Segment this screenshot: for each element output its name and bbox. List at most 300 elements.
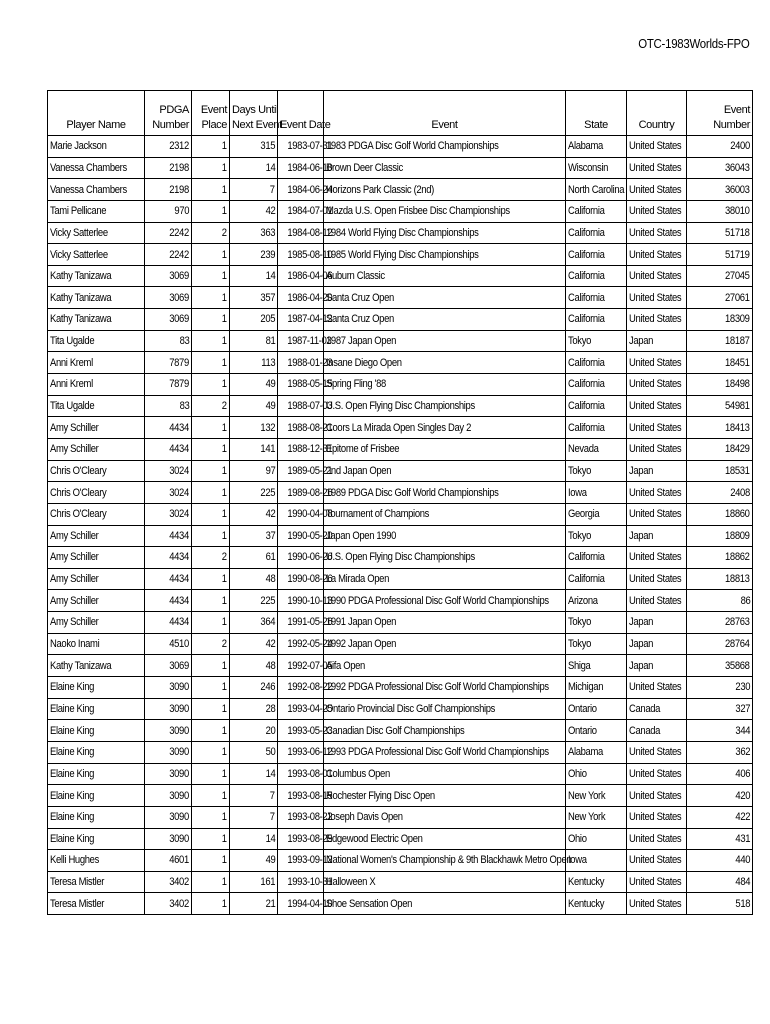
cell-event-number: 406 [687,763,753,785]
cell-days-until: 61 [230,547,278,569]
cell-state: California [566,352,627,374]
cell-event-place: 1 [192,309,230,331]
cell-event-place: 1 [192,763,230,785]
cell-event-number: 18809 [687,525,753,547]
cell-state: Arizona [566,590,627,612]
header-event-date: Event Date [278,91,324,136]
cell-player-name: Amy Schiller [48,612,145,634]
table-row [48,417,753,439]
cell-event-date: 1992-07-05 [278,655,324,677]
header-pdga-number: PDGA Number [145,91,192,136]
cell-event-name: Epitome of Frisbee [324,438,566,460]
cell-pdga-number: 4434 [145,417,192,439]
cell-pdga-number: 2312 [145,136,192,158]
cell-country: United States [627,200,687,222]
cell-days-until: 14 [230,828,278,850]
cell-event-name: Santa Cruz Open [324,287,566,309]
cell-event-place: 1 [192,179,230,201]
header-event-number: Event Number [687,91,753,136]
cell-event-name: Columbus Open [324,763,566,785]
cell-event-number: 18309 [687,309,753,331]
table-row [48,655,753,677]
cell-event-name: 1992 Japan Open [324,633,566,655]
cell-pdga-number: 3090 [145,763,192,785]
cell-state: Ohio [566,828,627,850]
cell-event-number: 420 [687,785,753,807]
cell-days-until: 14 [230,763,278,785]
cell-player-name: Teresa Mistler [48,893,145,915]
cell-event-date: 1987-04-12 [278,309,324,331]
cell-country: United States [627,244,687,266]
cell-player-name: Amy Schiller [48,525,145,547]
cell-pdga-number: 83 [145,330,192,352]
cell-event-date: 1990-10-13 [278,590,324,612]
cell-pdga-number: 4601 [145,850,192,872]
table-row [48,309,753,331]
cell-event-name: Rochester Flying Disc Open [324,785,566,807]
cell-pdga-number: 3090 [145,698,192,720]
header-state: State [566,91,627,136]
cell-country: Japan [627,633,687,655]
cell-state: California [566,417,627,439]
cell-event-date: 1984-07-01 [278,200,324,222]
cell-event-date: 1985-08-10 [278,244,324,266]
cell-pdga-number: 3090 [145,806,192,828]
cell-player-name: Amy Schiller [48,438,145,460]
cell-country: United States [627,785,687,807]
cell-event-number: 230 [687,677,753,699]
cell-country: Japan [627,655,687,677]
cell-event-name: Brown Deer Classic [324,157,566,179]
cell-event-place: 1 [192,503,230,525]
cell-event-name: 2nd Japan Open [324,460,566,482]
table-row [48,265,753,287]
cell-state: Tokyo [566,633,627,655]
cell-state: Shiga [566,655,627,677]
cell-pdga-number: 3090 [145,720,192,742]
cell-event-name: Japan Open 1990 [324,525,566,547]
cell-event-name: U.S. Open Flying Disc Championships [324,395,566,417]
table-row [48,633,753,655]
cell-pdga-number: 3024 [145,482,192,504]
cell-state: Ontario [566,698,627,720]
cell-player-name: Elaine King [48,763,145,785]
cell-country: United States [627,157,687,179]
cell-event-place: 1 [192,374,230,396]
cell-state: Iowa [566,850,627,872]
cell-event-number: 18813 [687,568,753,590]
cell-player-name: Amy Schiller [48,547,145,569]
table-row [48,503,753,525]
cell-state: Alabama [566,136,627,158]
cell-event-number: 18413 [687,417,753,439]
cell-days-until: 37 [230,525,278,547]
cell-event-place: 1 [192,655,230,677]
table-row [48,244,753,266]
cell-player-name: Elaine King [48,785,145,807]
header-country: Country [627,91,687,136]
cell-pdga-number: 3069 [145,309,192,331]
table-row [48,720,753,742]
table-row [48,374,753,396]
cell-country: Japan [627,330,687,352]
cell-country: United States [627,677,687,699]
cell-player-name: Kelli Hughes [48,850,145,872]
cell-days-until: 28 [230,698,278,720]
cell-event-number: 431 [687,828,753,850]
cell-event-place: 1 [192,785,230,807]
cell-event-place: 1 [192,287,230,309]
cell-days-until: 48 [230,568,278,590]
table-row [48,828,753,850]
table-row [48,482,753,504]
cell-pdga-number: 3069 [145,655,192,677]
cell-player-name: Anni Kreml [48,352,145,374]
cell-event-place: 1 [192,417,230,439]
cell-country: United States [627,482,687,504]
cell-days-until: 7 [230,785,278,807]
cell-pdga-number: 3024 [145,460,192,482]
cell-days-until: 20 [230,720,278,742]
cell-state: California [566,287,627,309]
cell-event-number: 51719 [687,244,753,266]
cell-event-place: 1 [192,525,230,547]
cell-state: Alabama [566,741,627,763]
cell-player-name: Vicky Satterlee [48,244,145,266]
header-event: Event [324,91,566,136]
cell-event-name: Shoe Sensation Open [324,893,566,915]
cell-event-date: 1992-05-24 [278,633,324,655]
cell-event-place: 1 [192,893,230,915]
cell-event-date: 1993-09-12 [278,850,324,872]
cell-event-date: 1993-08-15 [278,785,324,807]
cell-state: New York [566,806,627,828]
cell-event-name: Edgewood Electric Open [324,828,566,850]
cell-player-name: Kathy Tanizawa [48,655,145,677]
cell-event-place: 2 [192,395,230,417]
cell-days-until: 315 [230,136,278,158]
cell-state: North Carolina [566,179,627,201]
table-body [48,136,753,915]
cell-pdga-number: 3402 [145,871,192,893]
cell-event-number: 344 [687,720,753,742]
cell-days-until: 141 [230,438,278,460]
cell-event-date: 1989-05-21 [278,460,324,482]
cell-player-name: Vicky Satterlee [48,222,145,244]
cell-country: United States [627,395,687,417]
cell-event-place: 1 [192,741,230,763]
cell-country: United States [627,871,687,893]
cell-pdga-number: 83 [145,395,192,417]
cell-pdga-number: 4434 [145,525,192,547]
table-row [48,222,753,244]
cell-country: United States [627,741,687,763]
cell-event-place: 1 [192,482,230,504]
header-event-place: Event Place [192,91,230,136]
cell-state: Wisconsin [566,157,627,179]
cell-country: United States [627,568,687,590]
cell-days-until: 50 [230,741,278,763]
cell-event-name: 1993 PDGA Professional Disc Golf World Championships [324,741,566,763]
cell-pdga-number: 3069 [145,287,192,309]
cell-event-place: 1 [192,806,230,828]
cell-event-date: 1988-07-03 [278,395,324,417]
cell-pdga-number: 3090 [145,677,192,699]
cell-pdga-number: 4434 [145,568,192,590]
cell-player-name: Amy Schiller [48,417,145,439]
cell-country: Canada [627,720,687,742]
cell-state: Kentucky [566,893,627,915]
cell-pdga-number: 7879 [145,352,192,374]
cell-days-until: 364 [230,612,278,634]
cell-state: California [566,265,627,287]
cell-state: Ohio [566,763,627,785]
cell-pdga-number: 2242 [145,244,192,266]
cell-event-number: 422 [687,806,753,828]
cell-event-name: Tournament of Champions [324,503,566,525]
table-row [48,179,753,201]
cell-event-number: 2400 [687,136,753,158]
cell-player-name: Amy Schiller [48,590,145,612]
table-row [48,893,753,915]
cell-player-name: Naoko Inami [48,633,145,655]
cell-event-number: 35868 [687,655,753,677]
table-row [48,741,753,763]
cell-event-date: 1994-04-10 [278,893,324,915]
cell-event-number: 18860 [687,503,753,525]
cell-event-place: 2 [192,547,230,569]
cell-event-name: 1992 PDGA Professional Disc Golf World Championships [324,677,566,699]
cell-event-place: 1 [192,720,230,742]
cell-event-number: 54981 [687,395,753,417]
table-row [48,871,753,893]
cell-event-name: Ontario Provincial Disc Golf Championships [324,698,566,720]
cell-event-name: National Women's Championship & 9th Blackhawk Metro Open [324,850,566,872]
cell-event-number: 2408 [687,482,753,504]
cell-player-name: Kathy Tanizawa [48,309,145,331]
cell-event-date: 1988-05-15 [278,374,324,396]
cell-days-until: 357 [230,287,278,309]
cell-state: California [566,547,627,569]
cell-event-date: 1990-08-26 [278,568,324,590]
cell-state: Nevada [566,438,627,460]
cell-event-number: 28763 [687,612,753,634]
cell-days-until: 225 [230,590,278,612]
cell-state: Tokyo [566,460,627,482]
table-row [48,763,753,785]
cell-event-name: Joseph Davis Open [324,806,566,828]
cell-days-until: 42 [230,200,278,222]
cell-country: United States [627,179,687,201]
cell-player-name: Tita Ugalde [48,330,145,352]
cell-event-place: 1 [192,828,230,850]
cell-event-number: 518 [687,893,753,915]
cell-country: Japan [627,525,687,547]
table-row [48,612,753,634]
cell-state: California [566,568,627,590]
cell-player-name: Kathy Tanizawa [48,287,145,309]
cell-state: California [566,374,627,396]
cell-event-date: 1991-05-26 [278,612,324,634]
cell-event-place: 2 [192,222,230,244]
cell-country: United States [627,590,687,612]
cell-event-date: 1993-10-31 [278,871,324,893]
cell-event-name: 1985 World Flying Disc Championships [324,244,566,266]
cell-event-number: 440 [687,850,753,872]
cell-player-name: Elaine King [48,677,145,699]
cell-days-until: 42 [230,503,278,525]
cell-pdga-number: 4434 [145,438,192,460]
cell-event-name: Insane Diego Open [324,352,566,374]
cell-pdga-number: 970 [145,200,192,222]
cell-event-date: 1990-06-26 [278,547,324,569]
cell-country: United States [627,763,687,785]
cell-event-date: 1993-08-29 [278,828,324,850]
cell-country: Canada [627,698,687,720]
cell-event-number: 51718 [687,222,753,244]
header-player-name: Player Name [48,91,145,136]
cell-days-until: 49 [230,850,278,872]
cell-country: United States [627,893,687,915]
cell-country: Japan [627,612,687,634]
cell-player-name: Vanessa Chambers [48,157,145,179]
cell-pdga-number: 4434 [145,612,192,634]
cell-event-name: Halloween X [324,871,566,893]
cell-player-name: Elaine King [48,698,145,720]
table-row [48,547,753,569]
table-row [48,395,753,417]
cell-pdga-number: 2198 [145,157,192,179]
cell-state: New York [566,785,627,807]
cell-event-date: 1986-04-20 [278,287,324,309]
cell-country: United States [627,828,687,850]
cell-event-name: Horizons Park Classic (2nd) [324,179,566,201]
cell-player-name: Chris O'Cleary [48,482,145,504]
cell-event-place: 1 [192,612,230,634]
cell-event-number: 484 [687,871,753,893]
cell-days-until: 49 [230,395,278,417]
cell-days-until: 7 [230,179,278,201]
cell-event-date: 1986-04-06 [278,265,324,287]
cell-event-date: 1989-08-26 [278,482,324,504]
table-row [48,200,753,222]
cell-days-until: 132 [230,417,278,439]
cell-event-number: 27061 [687,287,753,309]
cell-state: California [566,309,627,331]
cell-state: Michigan [566,677,627,699]
cell-event-date: 1988-01-23 [278,352,324,374]
cell-event-number: 36043 [687,157,753,179]
cell-country: United States [627,309,687,331]
cell-event-number: 36003 [687,179,753,201]
cell-event-number: 327 [687,698,753,720]
cell-pdga-number: 4510 [145,633,192,655]
cell-event-place: 1 [192,590,230,612]
cell-state: Tokyo [566,612,627,634]
cell-event-name: Mazda U.S. Open Frisbee Disc Championships [324,200,566,222]
cell-event-place: 1 [192,244,230,266]
cell-days-until: 225 [230,482,278,504]
cell-event-number: 18451 [687,352,753,374]
cell-event-name: 1983 PDGA Disc Golf World Championships [324,136,566,158]
cell-event-date: 1987-11-03 [278,330,324,352]
cell-days-until: 21 [230,893,278,915]
cell-player-name: Elaine King [48,720,145,742]
table-row [48,157,753,179]
cell-event-date: 1983-07-31 [278,136,324,158]
cell-country: United States [627,547,687,569]
table-row [48,525,753,547]
cell-pdga-number: 3090 [145,785,192,807]
cell-pdga-number: 4434 [145,547,192,569]
cell-event-place: 2 [192,633,230,655]
table-row [48,806,753,828]
cell-country: United States [627,438,687,460]
cell-event-date: 1984-08-12 [278,222,324,244]
cell-pdga-number: 7879 [145,374,192,396]
cell-state: Tokyo [566,330,627,352]
cell-event-date: 1988-08-21 [278,417,324,439]
cell-country: United States [627,417,687,439]
cell-days-until: 48 [230,655,278,677]
cell-player-name: Marie Jackson [48,136,145,158]
cell-event-number: 27045 [687,265,753,287]
cell-days-until: 14 [230,265,278,287]
cell-event-date: 1993-04-25 [278,698,324,720]
cell-days-until: 239 [230,244,278,266]
cell-days-until: 14 [230,157,278,179]
cell-event-date: 1984-06-10 [278,157,324,179]
cell-days-until: 113 [230,352,278,374]
cell-pdga-number: 3024 [145,503,192,525]
cell-state: Ontario [566,720,627,742]
results-table [47,90,753,915]
table-row [48,460,753,482]
cell-event-number: 18498 [687,374,753,396]
cell-state: Kentucky [566,871,627,893]
cell-event-place: 1 [192,850,230,872]
cell-player-name: Kathy Tanizawa [48,265,145,287]
page-title: OTC-1983Worlds-FPO [638,36,750,51]
cell-player-name: Amy Schiller [48,568,145,590]
table-row [48,677,753,699]
cell-event-date: 1984-06-24 [278,179,324,201]
cell-days-until: 363 [230,222,278,244]
cell-pdga-number: 2198 [145,179,192,201]
cell-days-until: 97 [230,460,278,482]
cell-event-date: 1990-05-20 [278,525,324,547]
cell-event-place: 1 [192,330,230,352]
cell-event-name: Auburn Classic [324,265,566,287]
cell-event-date: 1988-12-31 [278,438,324,460]
cell-player-name: Tita Ugalde [48,395,145,417]
cell-player-name: Chris O'Cleary [48,460,145,482]
cell-state: California [566,244,627,266]
cell-event-name: Santa Cruz Open [324,309,566,331]
cell-event-number: 86 [687,590,753,612]
cell-event-date: 1993-05-23 [278,720,324,742]
table-header [48,91,753,136]
cell-player-name: Elaine King [48,806,145,828]
cell-event-number: 362 [687,741,753,763]
cell-event-name: Spring Fling '88 [324,374,566,396]
cell-event-date: 1993-08-22 [278,806,324,828]
cell-event-name: 1990 PDGA Professional Disc Golf World Championships [324,590,566,612]
cell-player-name: Tami Pellicane [48,200,145,222]
cell-event-name: U.S. Open Flying Disc Championships [324,547,566,569]
cell-event-date: 1993-08-01 [278,763,324,785]
cell-event-number: 18429 [687,438,753,460]
